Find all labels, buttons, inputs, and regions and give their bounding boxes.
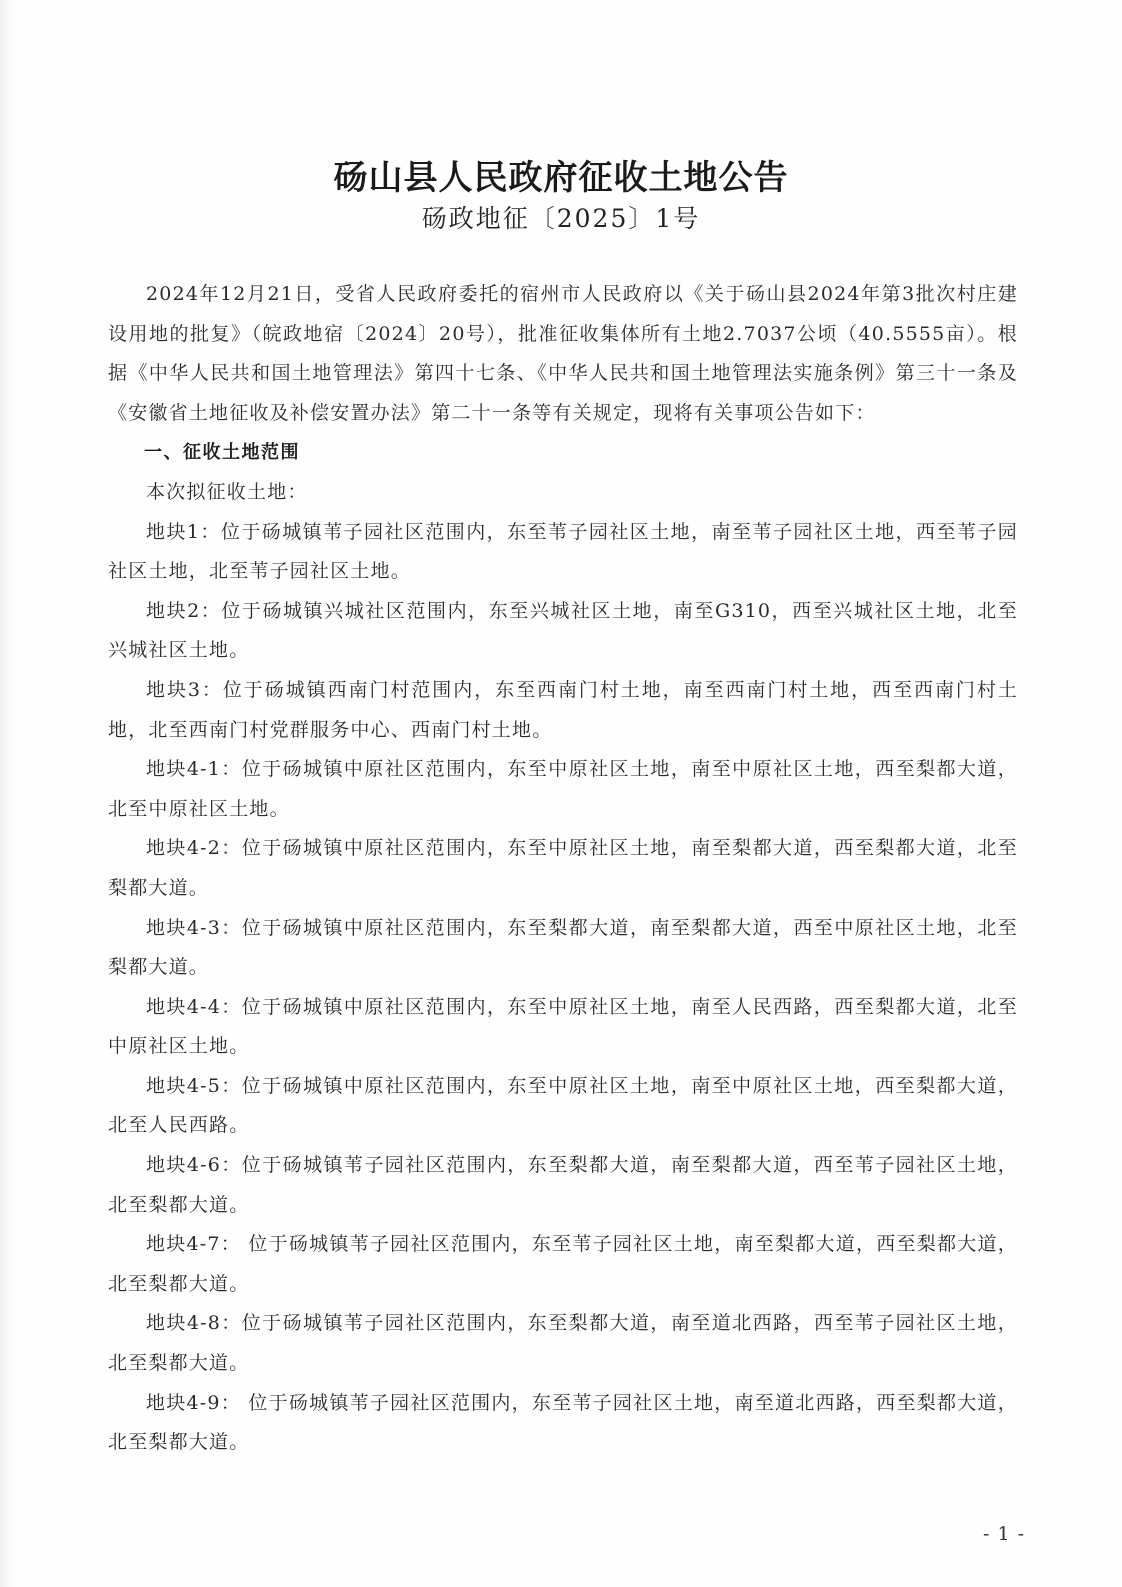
parcel-paragraph: 地块2：位于砀城镇兴城社区范围内，东至兴城社区土地，南至G310，西至兴城社区土地，北至兴城社区土地。: [108, 599, 1018, 662]
parcel-paragraph: 地块4-1：位于砀城镇中原社区范围内，东至中原社区土地，南至中原社区土地，西至梨都大道，北至中原社区土地。: [108, 758, 1018, 820]
section-heading: 一、征收土地范围: [144, 442, 300, 464]
parcel-paragraph: 地块4-9： 位于砀城镇苇子园社区范围内，东至苇子园社区土地，南至道北西路，西至梨都大道，北至梨都大道。: [108, 1391, 1018, 1454]
document-body: [108, 275, 1018, 1463]
parcel-paragraph: 地块4-2：位于砀城镇中原社区范围内，东至中原社区土地，南至梨都大道，西至梨都大道，北至梨都大道。: [108, 837, 1018, 899]
parcel-paragraph: 地块4-8：位于砀城镇苇子园社区范围内，东至梨都大道，南至道北西路，西至苇子园社区土地，北至梨都大道。: [108, 1312, 1018, 1375]
intro-paragraph: 2024年12月21日，受省人民政府委托的宿州市人民政府以《关于砀山县2024年第3批次村庄建设用地的批复》（皖政地宿〔2024〕20号），批准征收集体所有土地2.7037公顷（40.5555亩）。根据《中华人民共和国土地管理法》第四十七条、《中华人民共和国土地管理法实施条例》第三十一条及《安徽省土地征收及补偿安置办法》第二十一条等有关规定，现将有关事项公告如下：: [108, 283, 1018, 424]
parcel-paragraph: 地块3：位于砀城镇西南门村范围内，东至西南门村土地，南至西南门村土地，西至西南门村土地，北至西南门村党群服务中心、西南门村土地。: [108, 678, 1018, 741]
scan-edge-shadow: [0, 0, 14, 1587]
lead-paragraph: 本次拟征收土地：: [146, 480, 308, 503]
parcel-paragraph: 地块1：位于砀城镇苇子园社区范围内，东至苇子园社区土地，南至苇子园社区土地，西至苇子园社区土地，北至苇子园社区土地。: [108, 520, 1018, 583]
document-title: 砀山县人民政府征收土地公告: [333, 158, 789, 198]
parcel-paragraph: 地块4-3：位于砀城镇中原社区范围内，东至梨都大道，南至梨都大道，西至中原社区土地，北至梨都大道。: [108, 916, 1018, 979]
parcel-paragraph: 地块4-7： 位于砀城镇苇子园社区范围内，东至苇子园社区土地，南至梨都大道，西至梨都大道，北至梨都大道。: [108, 1233, 1018, 1295]
document-number: 砀政地征〔2025〕1号: [421, 204, 701, 233]
page-number: - 1 -: [982, 1523, 1025, 1545]
parcel-paragraph: 地块4-6：位于砀城镇苇子园社区范围内，东至梨都大道，南至梨都大道，西至苇子园社区土地，北至梨都大道。: [108, 1154, 1018, 1216]
parcel-paragraph: 地块4-4：位于砀城镇中原社区范围内，东至中原社区土地，南至人民西路，西至梨都大道，北至中原社区土地。: [108, 995, 1018, 1058]
parcel-paragraph: 地块4-5：位于砀城镇中原社区范围内，东至中原社区土地，南至中原社区土地，西至梨都大道，北至人民西路。: [108, 1074, 1018, 1137]
